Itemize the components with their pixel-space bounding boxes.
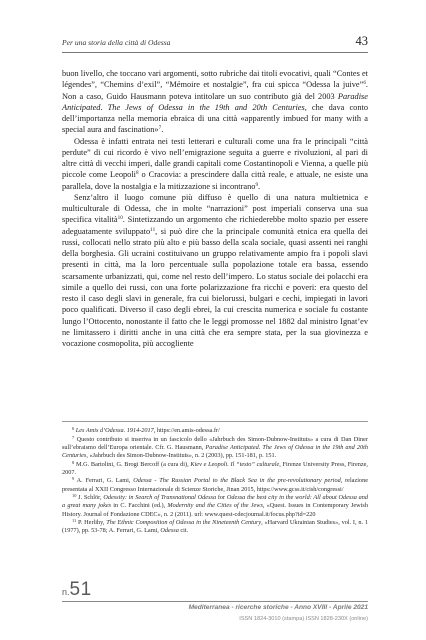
footnotes bbox=[62, 427, 368, 536]
footnote-ref-10[interactable]: 10 bbox=[117, 215, 123, 222]
text-run: Odessa è infatti entrata nei testi letterari e culturali come una fra le principali “città perdute” di cui ricordo è vivo nell’emigrazione seguita a guerre e rivoluzioni, al pari di altre città di vecchi imperi, dalle grandi capitali come Costantinopoli e Vienna, a quelle più piccole come Leopoli bbox=[62, 136, 368, 180]
text-run[interactable]: , «Quest. Issues in Contemporary Jewish History. Journal of Fondazione CDEC», n. 2 (2011). url: www.quest-cdecjournal.it/focus.php?id=220 bbox=[62, 502, 368, 518]
text-run: buon livello, che toccano vari argomenti, sotto rubriche dai titoli evocativi, quali “Contes et légendes”, “Chemins d’exil”, “Mémoire et nostalgie”, fra cui spicca “Odessa la juive” bbox=[62, 69, 368, 90]
footnote-ref-11[interactable]: 11 bbox=[150, 226, 156, 233]
text-run: P. Herlihy, bbox=[78, 519, 107, 527]
italic-title: Odessity: in Search of Transnational Odessa bbox=[103, 494, 217, 502]
paragraph-3 bbox=[62, 192, 368, 350]
footnote-10 bbox=[62, 494, 368, 519]
text-run: Senz’altro il luogo comune più diffuso è quello di una natura multietnica e multiculturale di Odessa, che in molte “narrazioni” post imperiali conserva una sua specifica vitalità bbox=[62, 192, 368, 225]
issn-line: ISSN 1824-3010 (stampa) ISSN 1828-230X (online) bbox=[239, 616, 368, 622]
issue-prefix: n. bbox=[62, 587, 70, 597]
text-run: , si può dire che la principale comunità etnica era quella dei russi, collocati nello strato più alto e più basso della scala sociale, quasi assenti nei ranghi della borghesia. Gli ucraini costituivano un gruppo relativamente ampio fra i popoli slavi presenti in città, ma la loro percentuale sulla popolazione totale era bassa, essendo scarsamente urbanizzati, qui, come nel resto dell’impero. Lo status sociale dei polacchi era simile a quello dei russi, con una forte polarizzazione fra ricchi e poveri: era questo del resto il caso degli slavi in generale, fra cui bielorussi, bulgari e cechi, impiegati in lavori poco qualificati. Diverso il caso degli ebrei, la cui crescita numerica e sociale fu costante lungo l’Ottocento, nonostante il fatto che le leggi promosse nel 1882 dal ministro Ignat’ev ne limitassero i diritti anche in una città che era sempre stata, per la sua giovinezza e vocazione cosmopolita, più accogliente bbox=[62, 226, 368, 348]
footnote-number: 8 bbox=[72, 459, 75, 465]
text-run[interactable]: , https://en.amis-odessa.fr/ bbox=[153, 427, 220, 434]
italic-title: Les Amis d’Odessa. 1914-2017 bbox=[75, 427, 154, 434]
text-run[interactable]: , relazione presentata al XXII Congresso Internazionale di Scienze Storiche, Jinan 2015, https://www.gcss.it/cish/congressi/ bbox=[62, 477, 368, 493]
text-run: A. Ferrari, G. Lami, bbox=[76, 477, 134, 485]
text-run: . bbox=[258, 181, 261, 191]
page-number: 43 bbox=[355, 34, 368, 48]
text-run: cit. bbox=[178, 527, 189, 535]
text-run: in C. Facchini (ed.), bbox=[111, 502, 168, 510]
footer-divider bbox=[62, 601, 368, 602]
footnote-8 bbox=[62, 461, 368, 477]
footnote-number: 9 bbox=[72, 476, 75, 482]
text-run: , Firenze University Press, Firenze, 2007. bbox=[62, 460, 368, 476]
italic-title: Odessa the best city in the world: All about Odessa and a great many jokes bbox=[62, 494, 369, 510]
text-run: M.G. Bartolini, G. Brogi Bercoff (a cura di), bbox=[75, 460, 191, 468]
text-run: , «Harvard Ukrainian Studies», vol. I, n. 1 (1977), pp. 53-78; A. Ferrari, G. Lami, bbox=[62, 519, 368, 535]
footnote-ref-9[interactable]: 9 bbox=[255, 181, 259, 188]
footnote-number: 11 bbox=[72, 518, 77, 524]
footnote-number: 10 bbox=[72, 493, 77, 499]
footnote-number: 6 bbox=[72, 426, 75, 431]
paragraph-2 bbox=[62, 136, 368, 192]
text-run: . bbox=[161, 125, 164, 135]
italic-title: Odessa bbox=[160, 527, 179, 535]
paragraph-1 bbox=[62, 68, 368, 136]
footnote-number: 7 bbox=[72, 434, 75, 440]
text-run: . Sintetizzando un argomento che richiederebbe molto spazio per essere adeguatamente sviluppato bbox=[62, 215, 369, 236]
italic-title: Modernity and the Cities of the Jews bbox=[167, 502, 263, 510]
footnote-ref-6[interactable]: 6 bbox=[363, 80, 366, 87]
footnotes-divider bbox=[62, 421, 368, 422]
footnote-ref-8[interactable]: 8 bbox=[136, 170, 139, 177]
running-title: Per una storia della città di Odessa bbox=[62, 38, 171, 47]
footnote-ref-7[interactable]: 7 bbox=[158, 125, 162, 132]
italic-title: Paradise Anticipated. The Jews of Odessa in the 19th and 20th Centuries bbox=[62, 91, 368, 112]
italic-title: Odessa - The Russian Portal to the Black Sea in the pre-revolutionary period bbox=[133, 477, 341, 485]
footnote-9 bbox=[62, 477, 368, 493]
issue-number bbox=[62, 580, 92, 599]
text-run: , che dava conto dell’importanza nella memoria ebraica di una città «apparently imbued for many with a special aura and fascination» bbox=[62, 102, 368, 135]
footnote-7 bbox=[62, 436, 368, 461]
header-divider bbox=[62, 52, 368, 53]
italic-title: The Ethnic Composition of Odessa in the Nineteenth Century bbox=[106, 519, 262, 527]
footnote-6 bbox=[62, 427, 368, 435]
main-text bbox=[62, 68, 368, 349]
text-run: . Non a caso, Guido Hausmann poteva intitolare un suo contributo già del 2003 bbox=[62, 80, 368, 101]
footnote-11 bbox=[62, 519, 368, 535]
running-header bbox=[62, 34, 368, 50]
text-run: Questo contributo si inseriva in un fascicolo dello «Jahrbuch des Simon-Dubnow-Instituts» a cura di Dan Diner sull’ebraismo dell’Europa orientale. Cfr. G. Hausmann, bbox=[62, 435, 368, 451]
text-run: o Cracovia: a prescindere dalla città reale, e attuale, ne esiste una parallela, dove la nostalgia e la mitizzazione si incontrano bbox=[62, 170, 368, 191]
italic-title: Kiev e Leopoli. Il “testo” culturale bbox=[190, 460, 280, 468]
text-run: J. Schlör, bbox=[78, 494, 104, 502]
text-run: for bbox=[216, 494, 227, 502]
journal-title: Mediterranea - ricerche storiche - Anno XVIII - Aprile 2021 bbox=[188, 604, 368, 611]
issue-digits: 51 bbox=[69, 579, 92, 600]
italic-title: Paradise Anticipated. The Jews of Odessa in the 19th and 20th Centuries bbox=[62, 443, 368, 459]
text-run: , «Jahrbuch des Simon-Dubnow-Instituts», n. 2 (2003), pp. 151-181, p. 151. bbox=[86, 452, 277, 459]
